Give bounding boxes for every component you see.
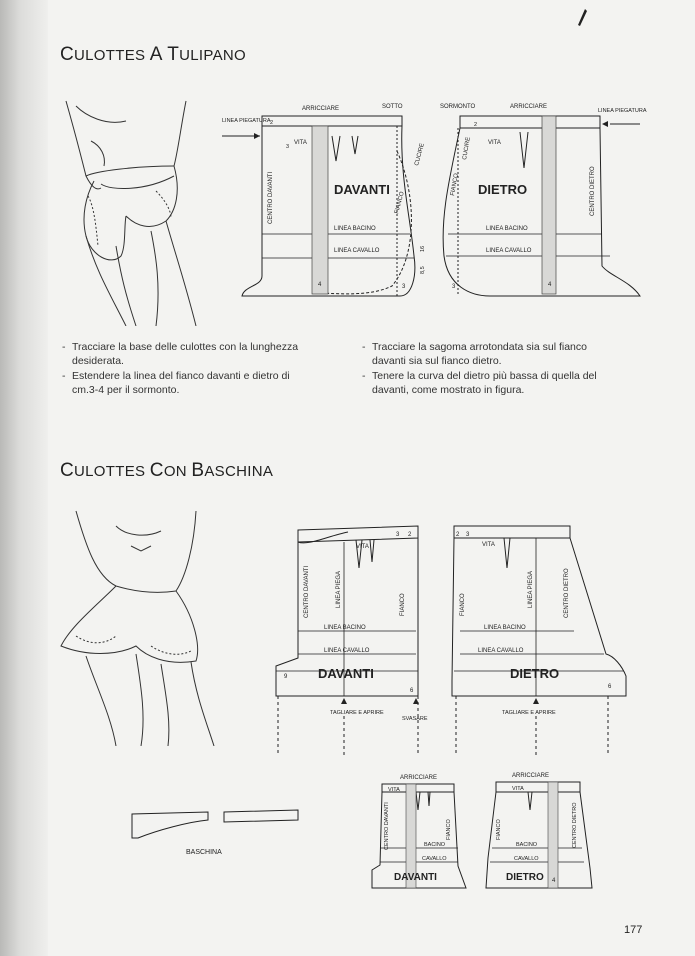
label-dietro: DIETRO [478, 182, 528, 197]
arrow-left-icon [602, 121, 608, 127]
label-vita: VITA [294, 140, 307, 146]
label-centro-dietro: CENTRO DIETRO [564, 568, 570, 618]
label-linea-bacino: LINEA BACINO [334, 226, 376, 232]
grain-band [548, 782, 558, 888]
instruction-item: - Estendere la linea del fianco davanti e dietro di cm.3-4 per il sormonto. [62, 369, 302, 397]
label-centro-dietro: CENTRO DIETRO [572, 802, 578, 848]
label-cavallo: CAVALLO [422, 856, 447, 862]
label-linea-cavallo: LINEA CAVALLO [334, 248, 380, 254]
label-svasare: SVASARE [402, 716, 428, 722]
label-linea-piega: LINEA PIEGA [336, 570, 342, 608]
section-title-text: CULOTTES A TULIPANO [60, 44, 246, 65]
instructions-left [62, 340, 302, 398]
page-number: 177 [624, 924, 643, 936]
baschina-pieces [128, 800, 308, 860]
baschina-front-pattern [268, 516, 454, 756]
section-title-baschina [60, 460, 273, 482]
label-num-3: 3 [286, 144, 290, 150]
label-fianco: FIANCO [400, 593, 406, 616]
label-num-3: 3 [396, 532, 400, 538]
label-vita: VITA [512, 786, 524, 792]
label-linea-piega: LINEA PIEGA [528, 570, 534, 608]
label-dietro: DIETRO [510, 666, 560, 681]
small-back-pattern [478, 768, 598, 898]
label-linea-cavallo: LINEA CAVALLO [478, 648, 524, 654]
label-tagliare-aprire: TAGLIARE E APRIRE [502, 710, 556, 716]
label-linea-bacino: LINEA BACINO [486, 226, 528, 232]
arrow-up-icon [533, 698, 539, 704]
label-linea-bacino: LINEA BACINO [484, 625, 526, 631]
label-num-2: 2 [270, 120, 274, 126]
page-gutter-shadow [0, 0, 48, 956]
label-num-2: 2 [474, 122, 478, 128]
label-arricciare: ARRICCIARE [512, 773, 550, 779]
label-num-4: 4 [318, 282, 322, 288]
label-sormonto: SORMONTO [440, 104, 476, 110]
label-vita: VITA [488, 140, 501, 146]
label-num-9: 9 [284, 674, 288, 680]
arrow-up-icon [341, 698, 347, 704]
label-cavallo: CAVALLO [514, 856, 539, 862]
label-centro-davanti: CENTRO DAVANTI [304, 565, 310, 618]
label-centro-dietro: CENTRO DIETRO [590, 166, 596, 216]
label-num-4: 4 [548, 282, 552, 288]
label-cucire: CUCIRE [414, 142, 426, 167]
label-num-4: 4 [552, 878, 556, 884]
label-linea-piegatura: LINEA PIEGATURA [222, 118, 271, 124]
label-sotto: SOTTO [382, 104, 403, 110]
label-bacino: BACINO [516, 842, 538, 848]
label-bacino: BACINO [424, 842, 446, 848]
instructions-right [362, 340, 622, 398]
label-tagliare-aprire: TAGLIARE E APRIRE [330, 710, 384, 716]
label-cucire: CUCIRE [462, 136, 472, 161]
label-fianco: FIANCO [450, 172, 460, 197]
label-fianco: FIANCO [394, 191, 406, 215]
label-dietro: DIETRO [506, 872, 544, 883]
tulipano-front-pattern [222, 96, 430, 306]
baschina-figure-illustration [56, 506, 226, 746]
tulipano-back-pattern [430, 96, 650, 306]
arrow-right-icon [254, 133, 260, 139]
label-linea-cavallo: LINEA CAVALLO [486, 248, 532, 254]
label-baschina: BASCHINA [186, 849, 222, 856]
label-linea-bacino: LINEA BACINO [324, 625, 366, 631]
grain-band [312, 126, 328, 294]
label-arricciare: ARRICCIARE [400, 775, 438, 781]
tulip-figure-illustration [56, 96, 216, 326]
instruction-item: - Tracciare la base delle culottes con la lunghezza desiderata. [62, 340, 302, 368]
label-num-3: 3 [452, 284, 456, 290]
label-centro-davanti: CENTRO DAVANTI [268, 171, 274, 224]
label-arricciare: ARRICCIARE [510, 104, 548, 110]
label-num-8-5: 8,5 [420, 266, 426, 274]
label-vita: VITA [482, 542, 495, 548]
label-centro-davanti: CENTRO DAVANTI [384, 802, 390, 850]
baschina-back-pattern [446, 516, 642, 756]
label-davanti: DAVANTI [318, 666, 374, 681]
label-num-2: 2 [408, 532, 412, 538]
label-num-3b: 3 [402, 284, 406, 290]
grain-band [542, 116, 556, 294]
label-fianco: FIANCO [496, 819, 502, 840]
label-arricciare: ARRICCIARE [302, 106, 340, 112]
label-num-6: 6 [410, 688, 414, 694]
instruction-item: - Tenere la curva del dietro più bassa di quella del davanti, come mostrato in figura. [362, 369, 622, 397]
label-davanti: DAVANTI [394, 872, 437, 883]
label-vita: VITA [388, 787, 400, 793]
label-vita: VITA [356, 544, 369, 550]
label-fianco: FIANCO [460, 593, 466, 616]
label-num-2: 2 [456, 532, 460, 538]
section-title-text: CULOTTES CON BASCHINA [60, 460, 274, 481]
pen-mark-icon [576, 8, 588, 28]
small-front-pattern [366, 770, 476, 900]
label-fianco: FIANCO [446, 819, 452, 840]
label-davanti: DAVANTI [334, 182, 390, 197]
label-num-6: 6 [608, 684, 612, 690]
label-linea-piegatura: LINEA PIEGATURA [598, 108, 647, 114]
label-num-16: 16 [420, 245, 426, 252]
label-linea-cavallo: LINEA CAVALLO [324, 648, 370, 654]
label-num-3: 3 [466, 532, 470, 538]
section-title-tulipano [60, 44, 246, 66]
instruction-item: - Tracciare la sagoma arrotondata sia sul fianco davanti sia sul fianco dietro. [362, 340, 622, 368]
